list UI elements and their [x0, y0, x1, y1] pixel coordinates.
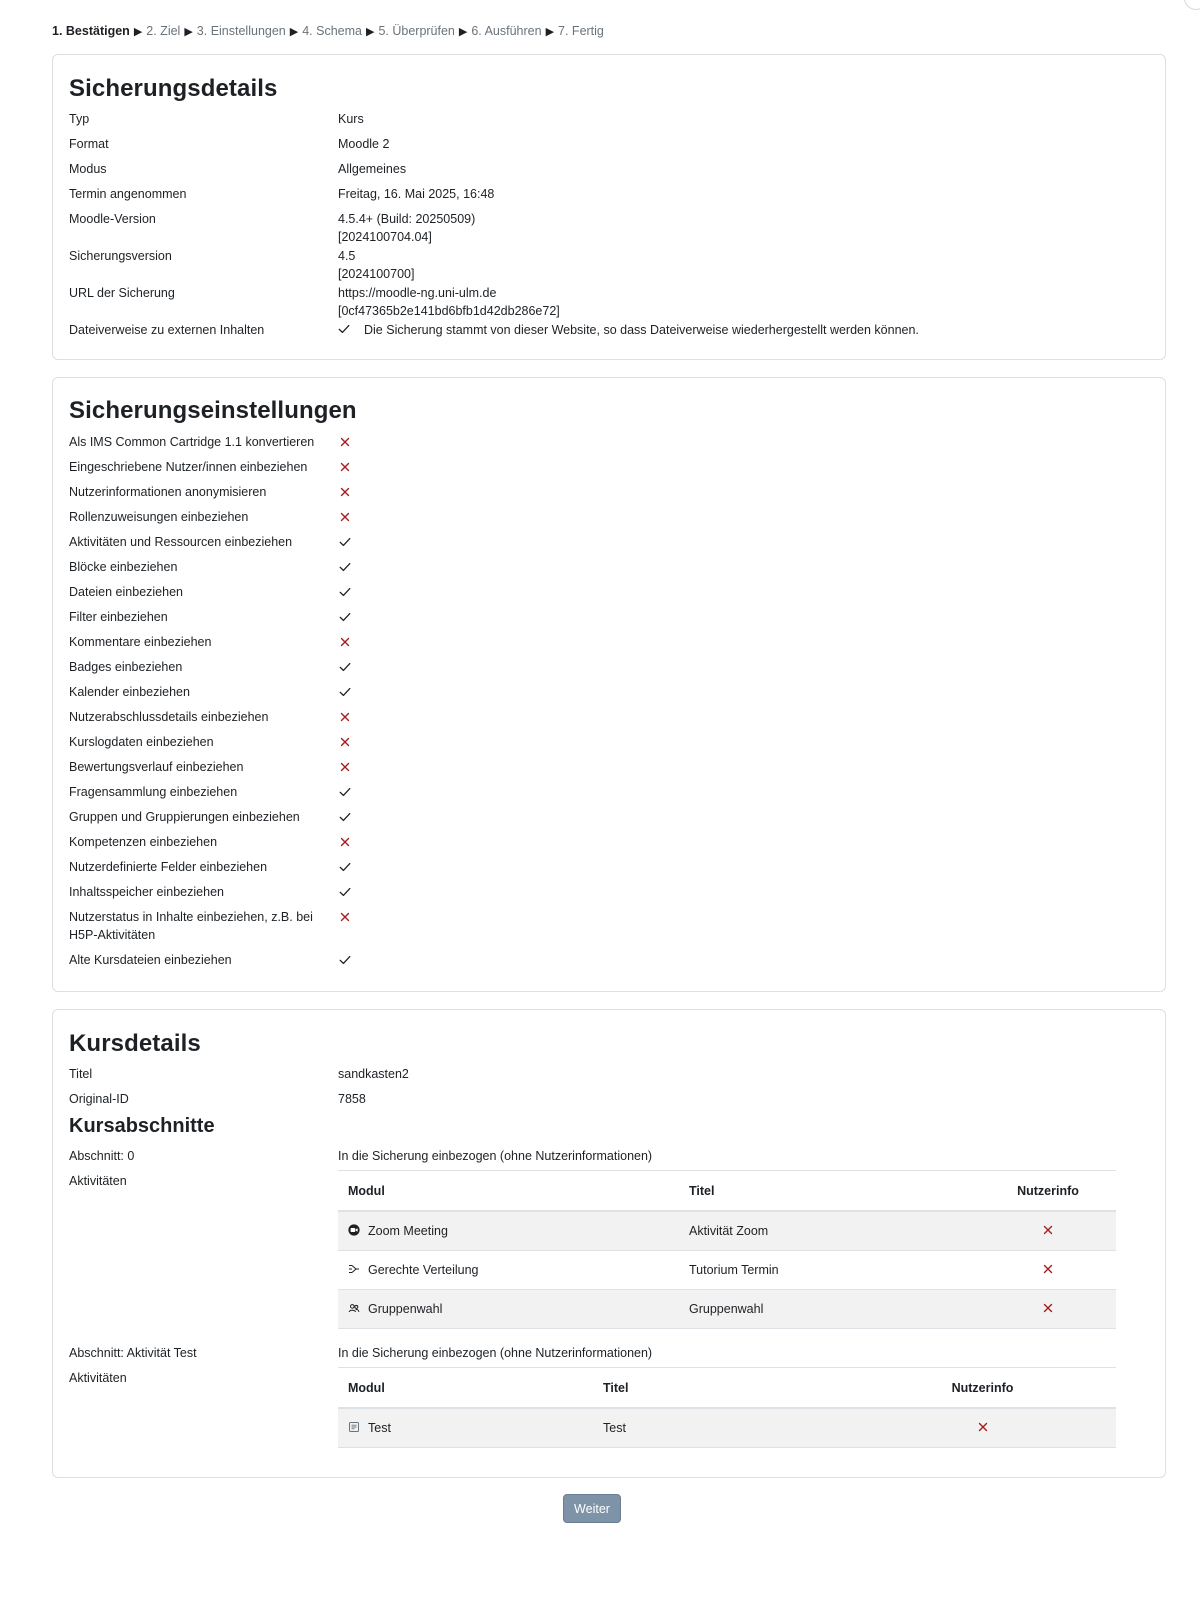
activity-module-name: Test: [368, 1421, 391, 1435]
cross-icon: [339, 511, 351, 523]
backup-detail-value: [338, 210, 1098, 246]
activity-module-name: Zoom Meeting: [368, 1224, 448, 1238]
backup-detail-value: [338, 247, 1098, 283]
quiz-icon: [348, 1421, 360, 1433]
table-row: [338, 1251, 1116, 1290]
backup-setting-label: Eingeschriebene Nutzer/innen einbeziehen: [69, 460, 308, 474]
cross-icon: [339, 436, 351, 448]
column-header: Titel: [679, 1171, 980, 1212]
backup-detail-value-line: https://moodle-ng.uni-ulm.de: [338, 286, 497, 300]
column-header: Nutzerinfo: [849, 1368, 1116, 1409]
check-icon: [339, 536, 351, 548]
course-section-label: Abschnitt: Aktivität Test: [69, 1346, 197, 1360]
backup-setting-label: Gruppen und Gruppierungen einbeziehen: [69, 810, 300, 824]
cross-icon: [339, 636, 351, 648]
check-icon: [339, 861, 351, 873]
backup-setting-label: Aktivitäten und Ressourcen einbeziehen: [69, 535, 293, 549]
step-separator-icon: ▶: [289, 26, 299, 38]
backup-stepper: [52, 24, 604, 38]
backup-detail-label: Dateiverweise zu externen Inhalten: [69, 323, 265, 337]
step-5: 5. Überprüfen: [378, 24, 455, 38]
cross-icon: [339, 711, 351, 723]
backup-detail-label: Modus: [69, 162, 107, 176]
check-icon: [339, 954, 351, 966]
table-row: [338, 1408, 1116, 1448]
course-activities-label: Aktivitäten: [69, 1174, 127, 1188]
activity-userinfo-cell: [849, 1408, 1116, 1448]
step-separator-icon: ▶: [184, 26, 193, 38]
backup-detail-value-line: [2024100704.04]: [338, 230, 432, 244]
table-row: [338, 1211, 1116, 1251]
check-icon: [339, 561, 351, 573]
activities-table: [338, 1170, 1116, 1329]
cross-icon: [339, 761, 351, 773]
step-7: 7. Fertig: [558, 24, 604, 38]
backup-setting-label: Bewertungsverlauf einbeziehen: [69, 760, 244, 774]
backup-detail-value-line: Kurs: [338, 112, 364, 126]
step-separator-icon: ▶: [133, 26, 143, 38]
check-icon: [339, 686, 351, 698]
backup-details-card: [52, 54, 1166, 360]
backup-setting-label: Rollenzuweisungen einbeziehen: [69, 510, 249, 524]
activity-title: Tutorium Termin: [679, 1251, 980, 1290]
backup-detail-value-line: 4.5.4+ (Build: 20250509): [338, 212, 476, 226]
cross-icon: [1042, 1263, 1054, 1275]
activity-title: Test: [593, 1408, 849, 1448]
step-separator-icon: ▶: [545, 26, 555, 38]
backup-setting-label: Nutzerinformationen anonymisieren: [69, 485, 267, 499]
step-4: 4. Schema: [302, 24, 362, 38]
course-details-card: [52, 1009, 1166, 1478]
zoom-icon: [348, 1224, 360, 1236]
backup-detail-label: Sicherungsversion: [69, 249, 172, 263]
course-details-title: Kursdetails: [69, 1030, 201, 1057]
step-2: 2. Ziel: [146, 24, 181, 38]
course-section-status: In die Sicherung einbezogen (ohne Nutzerinformationen): [338, 1149, 653, 1163]
check-icon: [339, 886, 351, 898]
check-icon: [339, 586, 351, 598]
course-detail-value: 7858: [338, 1092, 366, 1106]
cross-icon: [339, 736, 351, 748]
table-row: [338, 1290, 1116, 1329]
backup-setting-label: Kompetenzen einbeziehen: [69, 835, 218, 849]
backup-setting-label: Blöcke einbeziehen: [69, 560, 178, 574]
backup-setting-label: Dateien einbeziehen: [69, 585, 183, 599]
cross-icon: [1042, 1224, 1054, 1236]
group-choice-icon: [348, 1302, 360, 1314]
backup-detail-label: Termin angenommen: [69, 187, 187, 201]
backup-detail-value-line: Freitag, 16. Mai 2025, 16:48: [338, 187, 495, 201]
backup-details-title: Sicherungsdetails: [69, 75, 278, 102]
step-3: 3. Einstellungen: [196, 24, 286, 38]
activity-userinfo-cell: [980, 1211, 1116, 1251]
backup-settings-card: [52, 377, 1166, 992]
backup-setting-label: Inhaltsspeicher einbeziehen: [69, 885, 224, 899]
check-icon: [338, 323, 350, 335]
backup-detail-value: [338, 321, 1098, 339]
activity-module-name: Gerechte Verteilung: [368, 1263, 479, 1277]
backup-detail-value: [338, 110, 1098, 128]
backup-setting-label: Badges einbeziehen: [69, 660, 183, 674]
activity-userinfo-cell: [980, 1251, 1116, 1290]
step-6: 6. Ausführen: [471, 24, 542, 38]
backup-setting-label: Als IMS Common Cartridge 1.1 konvertieren: [69, 435, 315, 449]
table-header-row: [338, 1368, 1116, 1409]
column-header: Titel: [593, 1368, 849, 1409]
backup-settings-title: Sicherungseinstellungen: [69, 397, 357, 424]
backup-detail-value: [338, 185, 1098, 203]
backup-setting-label: Kurslogdaten einbeziehen: [69, 735, 214, 749]
backup-detail-label: URL der Sicherung: [69, 286, 175, 300]
backup-setting-label: Kommentare einbeziehen: [69, 635, 212, 649]
activity-module-cell: [338, 1290, 679, 1329]
continue-button[interactable]: Weiter: [563, 1494, 621, 1523]
backup-detail-value: [338, 160, 1098, 178]
backup-setting-label: Kalender einbeziehen: [69, 685, 190, 699]
check-icon: [339, 611, 351, 623]
column-header: Modul: [338, 1368, 593, 1409]
column-header: Modul: [338, 1171, 679, 1212]
activity-title: Gruppenwahl: [679, 1290, 980, 1329]
course-sections-title: Kursabschnitte: [69, 1115, 215, 1137]
cross-icon: [977, 1421, 989, 1433]
step-separator-icon: ▶: [458, 26, 468, 38]
activity-module-name: Gruppenwahl: [368, 1302, 443, 1316]
backup-setting-label: Nutzerdefinierte Felder einbeziehen: [69, 860, 268, 874]
course-section-label: Abschnitt: 0: [69, 1149, 135, 1163]
backup-setting-label: Filter einbeziehen: [69, 610, 168, 624]
course-section-status: In die Sicherung einbezogen (ohne Nutzerinformationen): [338, 1346, 653, 1360]
backup-detail-value-line: Allgemeines: [338, 162, 407, 176]
course-detail-label: Original-ID: [69, 1092, 129, 1106]
backup-detail-label: Moodle-Version: [69, 212, 156, 226]
backup-detail-value-line: Moodle 2: [338, 137, 390, 151]
backup-setting-label: Nutzerstatus in Inhalte einbeziehen, z.B. bei H5P-Aktivitäten: [69, 910, 313, 942]
check-icon: [339, 811, 351, 823]
cross-icon: [339, 486, 351, 498]
user-menu-corner[interactable]: [1184, 0, 1200, 10]
activity-module-cell: [338, 1211, 679, 1251]
table-header-row: [338, 1171, 1116, 1212]
backup-setting-label: Fragensammlung einbeziehen: [69, 785, 238, 799]
ratingallocate-icon: [348, 1263, 360, 1275]
backup-detail-value-line: [0cf47365b2e141bd6bfb1d42db286e72]: [338, 304, 560, 318]
backup-detail-value: [338, 284, 1098, 320]
activity-module-cell: [338, 1408, 593, 1448]
column-header: Nutzerinfo: [980, 1171, 1116, 1212]
step-separator-icon: ▶: [365, 26, 375, 38]
backup-detail-value: [338, 135, 1098, 153]
course-detail-value: sandkasten2: [338, 1067, 409, 1081]
backup-detail-label: Typ: [69, 112, 90, 126]
activities-table: [338, 1367, 1116, 1448]
cross-icon: [339, 836, 351, 848]
course-detail-label: Titel: [69, 1067, 93, 1081]
activity-title: Aktivität Zoom: [679, 1211, 980, 1251]
step-1: 1. Bestätigen: [52, 24, 130, 38]
cross-icon: [339, 461, 351, 473]
backup-detail-value-line: [2024100700]: [338, 267, 415, 281]
backup-detail-value-line: 4.5: [338, 249, 356, 263]
check-icon: [339, 661, 351, 673]
backup-setting-label: Alte Kursdateien einbeziehen: [69, 953, 232, 967]
cross-icon: [1042, 1302, 1054, 1314]
course-activities-label: Aktivitäten: [69, 1371, 127, 1385]
activity-module-cell: [338, 1251, 679, 1290]
backup-detail-label: Format: [69, 137, 109, 151]
backup-setting-label: Nutzerabschlussdetails einbeziehen: [69, 710, 269, 724]
backup-detail-value-text: Die Sicherung stammt von dieser Website, so dass Dateiverweise wiederhergestellt werden können.: [364, 323, 919, 337]
check-icon: [339, 786, 351, 798]
cross-icon: [339, 911, 351, 923]
activity-userinfo-cell: [980, 1290, 1116, 1329]
